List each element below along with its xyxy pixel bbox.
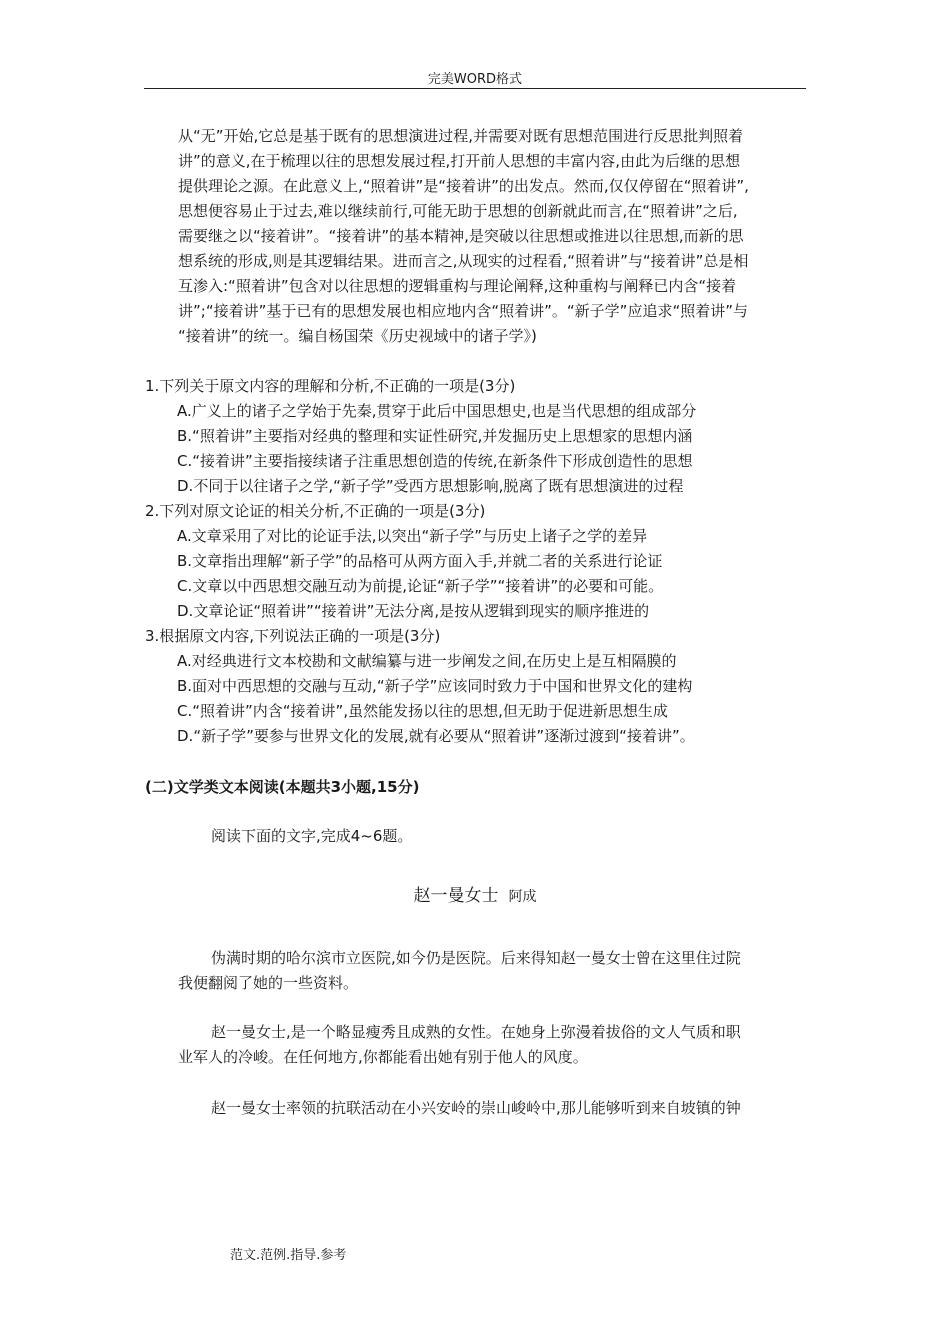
- passage-line: 讲”的意义,在于梳理以往的思想发展过程,打开前人思想的丰富内容,由此为后继的思想: [178, 152, 741, 170]
- story-line: 赵一曼女士,是一个略显瘦秀且成熟的女性。在她身上弥漫着拔俗的文人气质和职: [211, 1023, 741, 1041]
- page-footer: 范文.范例.指导.参考: [230, 1248, 347, 1263]
- question-1-option-d: D.不同于以往诸子之学,“新子学”受西方思想影响,脱离了既有思想演进的过程: [177, 477, 684, 495]
- story-line: 伪满时期的哈尔滨市立医院,如今仍是医院。后来得知赵一曼女士曾在这里住过院: [211, 949, 741, 967]
- question-2-option-d: D.文章论证“照着讲”“接着讲”无法分离,是按从逻辑到现实的顺序推进的: [177, 602, 650, 620]
- question-3-option-c: C.“照着讲”内含“接着讲”,虽然能发扬以往的思想,但无助于促进新思想生成: [177, 702, 668, 720]
- story-title-line: [0, 884, 950, 910]
- reading-instruction: 阅读下面的文字,完成4~6题。: [211, 827, 413, 845]
- story-paragraph-2: [178, 1020, 806, 1070]
- question-3-stem: 3.根据原文内容,下列说法正确的一项是(3分): [145, 627, 441, 645]
- passage-ending: [178, 124, 806, 349]
- passage-line: 需要继之以“接着讲”。“接着讲”的基本精神,是突破以往思想或推进以往思想,而新的思: [178, 227, 744, 245]
- page-header: 完美WORD格式: [427, 72, 523, 87]
- passage-line: 互渗入:“照着讲”包含对以往思想的逻辑重构与理论阐释,这种重构与阐释已内含“接着: [178, 277, 737, 295]
- passage-line: 从“无”开始,它总是基于既有的思想演进过程,并需要对既有思想范围进行反思批判照着: [178, 127, 744, 145]
- story-author: 阿成: [508, 889, 537, 905]
- question-1-option-a: A.广义上的诸子之学始于先秦,贯穿于此后中国思想史,也是当代思想的组成部分: [177, 402, 697, 420]
- question-3-option-b: B.面对中西思想的交融与互动,“新子学”应该同时致力于中国和世界文化的建构: [177, 677, 693, 695]
- story-title: 赵一曼女士: [413, 886, 499, 906]
- passage-line: “接着讲”的统一。编自杨国荣《历史视域中的诸子学》): [178, 327, 537, 345]
- header-rule: [144, 88, 806, 89]
- story-line: 赵一曼女士率领的抗联活动在小兴安岭的崇山峻岭中,那儿能够听到来自坡镇的钟: [211, 1099, 741, 1117]
- question-3-option-a: A.对经典进行文本校勘和文献编纂与进一步阐发之间,在历史上是互相隔膜的: [177, 652, 677, 670]
- question-3-option-d: D.“新子学”要参与世界文化的发展,就有必要从“照着讲”逐渐过渡到“接着讲”。: [177, 727, 695, 745]
- question-2-stem: 2.下列对原文论证的相关分析,不正确的一项是(3分): [145, 502, 486, 520]
- passage-line: 提供理论之源。在此意义上,“照着讲”是“接着讲”的出发点。然而,仅仅停留在“照着讲”,: [178, 177, 749, 195]
- question-2-option-c: C.文章以中西思想交融互动为前提,论证“新子学”“接着讲”的必要和可能。: [177, 577, 664, 595]
- story-line: 业军人的冷峻。在任何地方,你都能看出她有别于他人的风度。: [178, 1048, 588, 1066]
- passage-line: 讲”;“接着讲”基于已有的思想发展也相应地内含“照着讲”。“新子学”应追求“照着讲”与: [178, 302, 748, 320]
- passage-line: 思想便容易止于过去,难以继续前行,可能无助于思想的创新就此而言,在“照着讲”之后,: [178, 202, 738, 220]
- story-paragraph-1: [178, 946, 806, 996]
- story-line: 我便翻阅了她的一些资料。: [178, 974, 359, 992]
- passage-line: 想系统的形成,则是其逻辑结果。进而言之,从现实的过程看,“照着讲”与“接着讲”总是相: [178, 252, 749, 270]
- question-1-stem: 1.下列关于原文内容的理解和分析,不正确的一项是(3分): [145, 377, 516, 395]
- section-heading: (二)文学类文本阅读(本题共3小题,15分): [145, 778, 420, 796]
- story-paragraph-3: [178, 1096, 806, 1121]
- question-1-option-b: B.“照着讲”主要指对经典的整理和实证性研究,并发掘历史上思想家的思想内涵: [177, 427, 693, 445]
- question-1-option-c: C.“接着讲”主要指接续诸子注重思想创造的传统,在新条件下形成创造性的思想: [177, 452, 693, 470]
- question-2-option-a: A.文章采用了对比的论证手法,以突出“新子学”与历史上诸子之学的差异: [177, 527, 648, 545]
- question-2-option-b: B.文章指出理解“新子学”的品格可从两方面入手,并就二者的关系进行论证: [177, 552, 663, 570]
